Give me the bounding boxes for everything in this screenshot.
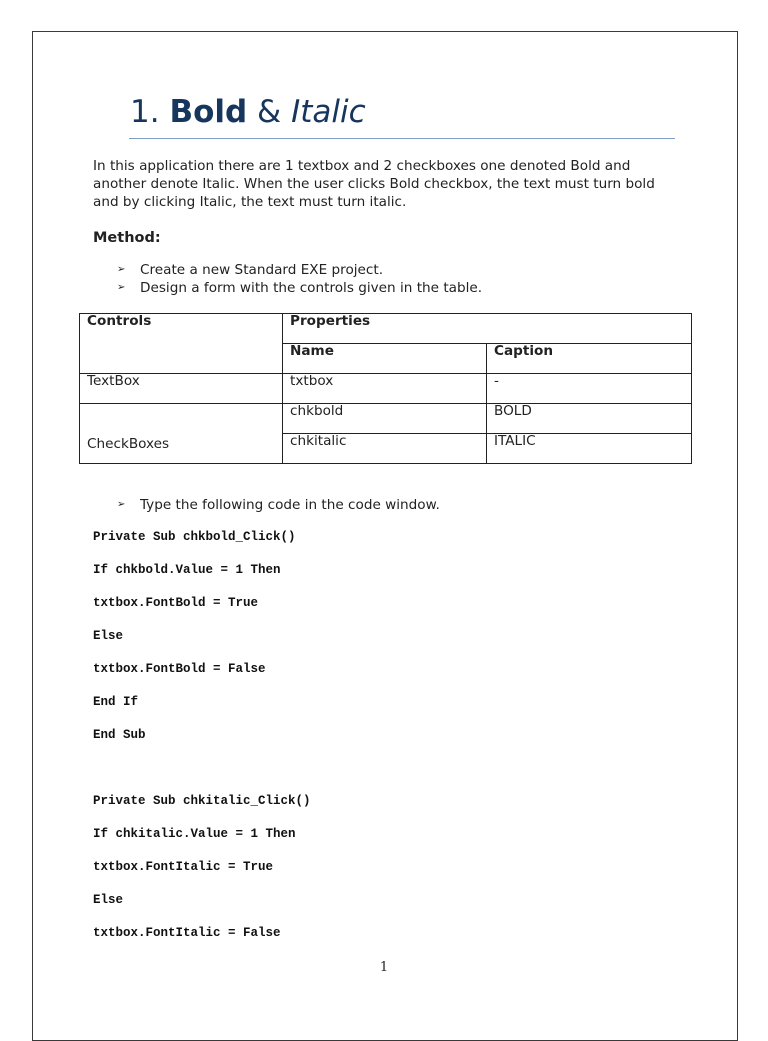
- code-line: txtbox.FontItalic = True: [93, 860, 274, 874]
- method-heading: Method:: [93, 230, 161, 246]
- title-italic-word: Italic: [291, 94, 366, 130]
- code-line: End Sub: [93, 728, 146, 742]
- code-block: [93, 529, 311, 958]
- arrow-bullet-icon: ➢: [117, 499, 126, 510]
- code-step: [117, 496, 440, 514]
- cell-name: chkbold: [283, 404, 487, 434]
- code-line: If chkbold.Value = 1 Then: [93, 563, 281, 577]
- title-ampersand: &: [257, 94, 282, 130]
- header-properties: Properties: [283, 314, 692, 344]
- arrow-bullet-icon: ➢: [117, 264, 126, 275]
- list-item: [117, 261, 482, 279]
- code-line: Else: [93, 893, 124, 907]
- title-bold-word: Bold: [169, 94, 248, 130]
- page-title: [130, 92, 366, 132]
- method-steps: [117, 261, 482, 297]
- code-line: txtbox.FontBold = False: [93, 662, 266, 676]
- arrow-bullet-icon: ➢: [117, 282, 126, 293]
- code-line: Else: [93, 629, 124, 643]
- cell-control: CheckBoxes: [80, 404, 283, 464]
- code-line: End If: [93, 695, 139, 709]
- code-line: Private Sub chkitalic_Click(): [93, 794, 311, 808]
- table-row: [80, 374, 692, 404]
- code-line: txtbox.FontItalic = False: [93, 926, 281, 940]
- table-header-row: [80, 314, 692, 344]
- header-name: Name: [283, 344, 487, 374]
- cell-caption: -: [487, 374, 692, 404]
- controls-table: [79, 313, 692, 464]
- code-line: Private Sub chkbold_Click(): [93, 530, 296, 544]
- step-text: Create a new Standard EXE project.: [140, 262, 384, 278]
- cell-caption: BOLD: [487, 404, 692, 434]
- list-item: [117, 279, 482, 297]
- header-caption: Caption: [487, 344, 692, 374]
- step-text: Design a form with the controls given in the table.: [140, 280, 483, 296]
- list-item: [117, 496, 440, 514]
- code-line: txtbox.FontBold = True: [93, 596, 259, 610]
- cell-caption: ITALIC: [487, 434, 692, 464]
- code-line: If chkitalic.Value = 1 Then: [93, 827, 296, 841]
- intro-paragraph: In this application there are 1 textbox and 2 checkboxes one denoted Bold and another denote Italic. When the user clicks Bold checkbox, the text must turn bold and by clicking Italic, the text must turn italic.: [93, 158, 655, 210]
- cell-control: TextBox: [80, 374, 283, 404]
- cell-name: chkitalic: [283, 434, 487, 464]
- code-line-blank: [93, 760, 311, 793]
- title-underline: [129, 138, 675, 139]
- cell-name: txtbox: [283, 374, 487, 404]
- step-text: Type the following code in the code window.: [140, 497, 440, 513]
- page-number: 1: [379, 960, 389, 975]
- table-row: [80, 404, 692, 434]
- title-number: 1.: [130, 94, 160, 130]
- header-controls: Controls: [80, 314, 283, 374]
